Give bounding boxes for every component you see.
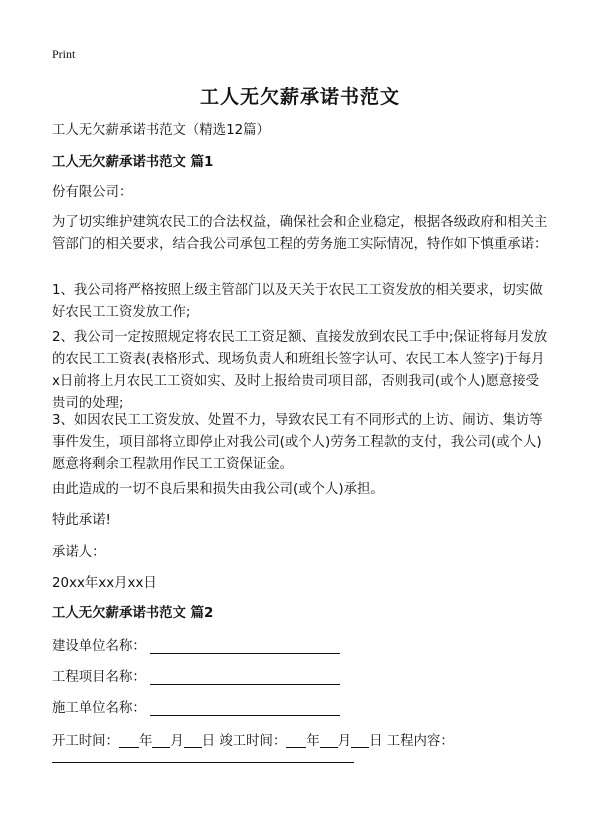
date-line: 20xx年xx月xx日: [52, 576, 157, 591]
start-year-unit: 年: [138, 734, 153, 749]
project-content-field[interactable]: [52, 762, 354, 763]
start-month-unit: 月: [170, 734, 184, 749]
completion-day-unit: 日: [369, 734, 383, 749]
project-name-field[interactable]: [150, 684, 340, 685]
project-name-label: 工程项目名称：: [52, 670, 146, 685]
commitment-item-3: 3、如因农民工工资发放、处置不力，导致农民工有不同形式的上访、闹访、集访等事件发生，项目部将立即停止对我公司(或个人)劳务工程款的支付，我公司(或个人)愿意将剩余工程款用作民工工资保证金。: [52, 413, 543, 472]
start-year-field[interactable]: [119, 731, 139, 748]
section2-heading: 工人无欠薪承诺书范文 篇2: [52, 606, 214, 621]
completion-month-unit: 月: [337, 734, 352, 749]
commitment-item-2: 2、我公司一定按照规定将农民工工资足额、直接发放到农民工手中;保证将每月发放的农民工工资表(表格形式、现场负责人和班组长签字认可、农民工本人签字)于每月x日前将上月农民工工资如实、及时上报给贵司项目部，否则我司(或个人)愿意接受贵司的处理;: [52, 330, 548, 411]
salutation: 份有限公司：: [52, 185, 133, 200]
project-content-label: 工程内容：: [386, 734, 454, 749]
completion-year-field[interactable]: [286, 731, 306, 748]
contractor-unit-label: 施工单位名称：: [52, 701, 146, 716]
print-label: Print: [52, 47, 76, 61]
construction-unit-field[interactable]: [150, 653, 340, 654]
consequence-statement: 由此造成的一切不良后果和损失由我公司(或个人)承担。: [52, 482, 384, 497]
completion-time-label: 竣工时间：: [219, 734, 287, 749]
construction-unit-label: 建设单位名称：: [52, 639, 146, 654]
promisor-label: 承诺人：: [52, 545, 106, 560]
commitment-item-1: 1、我公司将严格按照上级主管部门以及天关于农民工工资发放的相关要求，切实做好农民工工资发放工作;: [52, 283, 543, 320]
intro-paragraph: 为了切实维护建筑农民工的合法权益，确保社会和企业稳定，根据各级政府和相关主管部门的相关要求，结合我公司承包工程的劳务施工实际情况，特作如下慎重承诺：: [52, 215, 548, 252]
start-month-field[interactable]: [152, 731, 170, 748]
document-subtitle: 工人无欠薪承诺书范文（精选12篇）: [52, 123, 270, 138]
document-title: 工人无欠薪承诺书范文: [199, 86, 400, 108]
start-time-label: 开工时间：: [52, 734, 119, 749]
completion-day-field[interactable]: [351, 731, 369, 748]
section1-heading: 工人无欠薪承诺书范文 篇1: [52, 155, 214, 170]
start-day-unit: 日: [201, 734, 216, 749]
contractor-unit-field[interactable]: [150, 715, 340, 716]
schedule-line: [52, 731, 454, 753]
completion-year-unit: 年: [306, 734, 320, 749]
start-day-field[interactable]: [184, 731, 202, 748]
completion-month-field[interactable]: [320, 731, 338, 748]
hereby-statement: 特此承诺!: [52, 513, 111, 528]
